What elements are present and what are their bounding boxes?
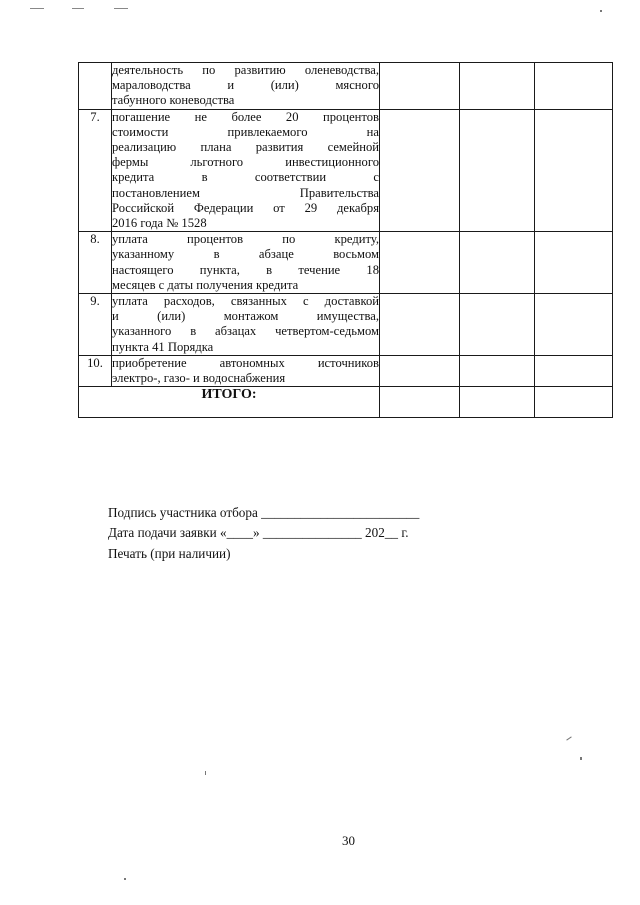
scan-artifact	[30, 8, 44, 9]
description-line: уплата процентов по кредиту,	[112, 232, 379, 247]
amount-cell	[460, 232, 535, 294]
description-line: и (или) монтажом имущества,	[112, 309, 379, 324]
signature-line: Подпись участника отбора ________________________	[108, 505, 420, 520]
table-row	[79, 294, 613, 356]
row-number: 10.	[79, 355, 112, 386]
description-line: погашение не более 20 процентов	[112, 109, 379, 124]
scan-artifact	[72, 8, 84, 9]
scan-artifact	[114, 8, 128, 9]
table-row	[79, 109, 613, 232]
amount-cell	[380, 355, 460, 386]
scan-speck	[600, 10, 602, 12]
amount-cell	[535, 294, 613, 356]
description-line: реализацию плана развития семейной	[112, 140, 379, 155]
row-number: 7.	[79, 109, 112, 232]
description-line: уплата расходов, связанных с доставкой	[112, 294, 379, 309]
description-line: кредита в соответствии с	[112, 170, 379, 185]
expense-description	[112, 355, 380, 386]
description-line: месяцев с даты получения кредита	[112, 277, 299, 292]
scan-speck	[124, 878, 126, 880]
expense-description	[112, 232, 380, 294]
amount-cell	[380, 232, 460, 294]
description-line: указанному в абзаце восьмом	[112, 247, 379, 262]
scan-speck	[580, 757, 582, 760]
amount-cell	[460, 109, 535, 232]
costs-table	[78, 62, 613, 418]
description-line: пункта 41 Порядка	[112, 339, 214, 354]
description-line: 2016 года № 1528	[112, 216, 207, 231]
description-line: настоящего пункта, в течение 18	[112, 262, 379, 277]
total-cell	[460, 387, 535, 418]
row-number	[79, 63, 112, 110]
expense-description	[112, 63, 380, 110]
total-cell	[535, 387, 613, 418]
total-cell	[380, 387, 460, 418]
description-line: фермы льготного инвестиционного	[112, 155, 379, 170]
total-row	[79, 387, 613, 418]
description-line: постановлением Правительства	[112, 185, 379, 200]
page-number: 30	[342, 833, 355, 848]
submission-date-line: Дата подачи заявки «____» _______________ 202__ г.	[108, 525, 409, 540]
amount-cell	[380, 63, 460, 110]
amount-cell	[380, 109, 460, 232]
scan-speck	[566, 736, 571, 740]
scan-speck	[205, 771, 206, 775]
description-line: Российской Федерации от 29 декабря	[112, 200, 379, 215]
description-line: указанного в абзацах четвертом-седьмом	[112, 324, 379, 339]
row-number: 8.	[79, 232, 112, 294]
amount-cell	[535, 232, 613, 294]
description-line: мараловодства и (или) мясного	[112, 78, 379, 93]
amount-cell	[460, 294, 535, 356]
amount-cell	[535, 63, 613, 110]
description-line: деятельность по развитию оленеводства,	[112, 63, 379, 77]
amount-cell	[535, 355, 613, 386]
amount-cell	[535, 109, 613, 232]
amount-cell	[460, 63, 535, 110]
expense-description	[112, 109, 380, 232]
description-line: электро-, газо- и водоснабжения	[112, 371, 286, 386]
stamp-line: Печать (при наличии)	[108, 546, 231, 561]
expense-description	[112, 294, 380, 356]
description-line: приобретение автономных источников	[112, 355, 379, 370]
table-row	[79, 232, 613, 294]
amount-cell	[380, 294, 460, 356]
row-number: 9.	[79, 294, 112, 356]
total-label: ИТОГО:	[79, 387, 380, 418]
table-row	[79, 355, 613, 386]
description-line: стоимости привлекаемого на	[112, 124, 379, 139]
description-line: табунного коневодства	[112, 93, 235, 108]
amount-cell	[460, 355, 535, 386]
table-row	[79, 63, 613, 110]
